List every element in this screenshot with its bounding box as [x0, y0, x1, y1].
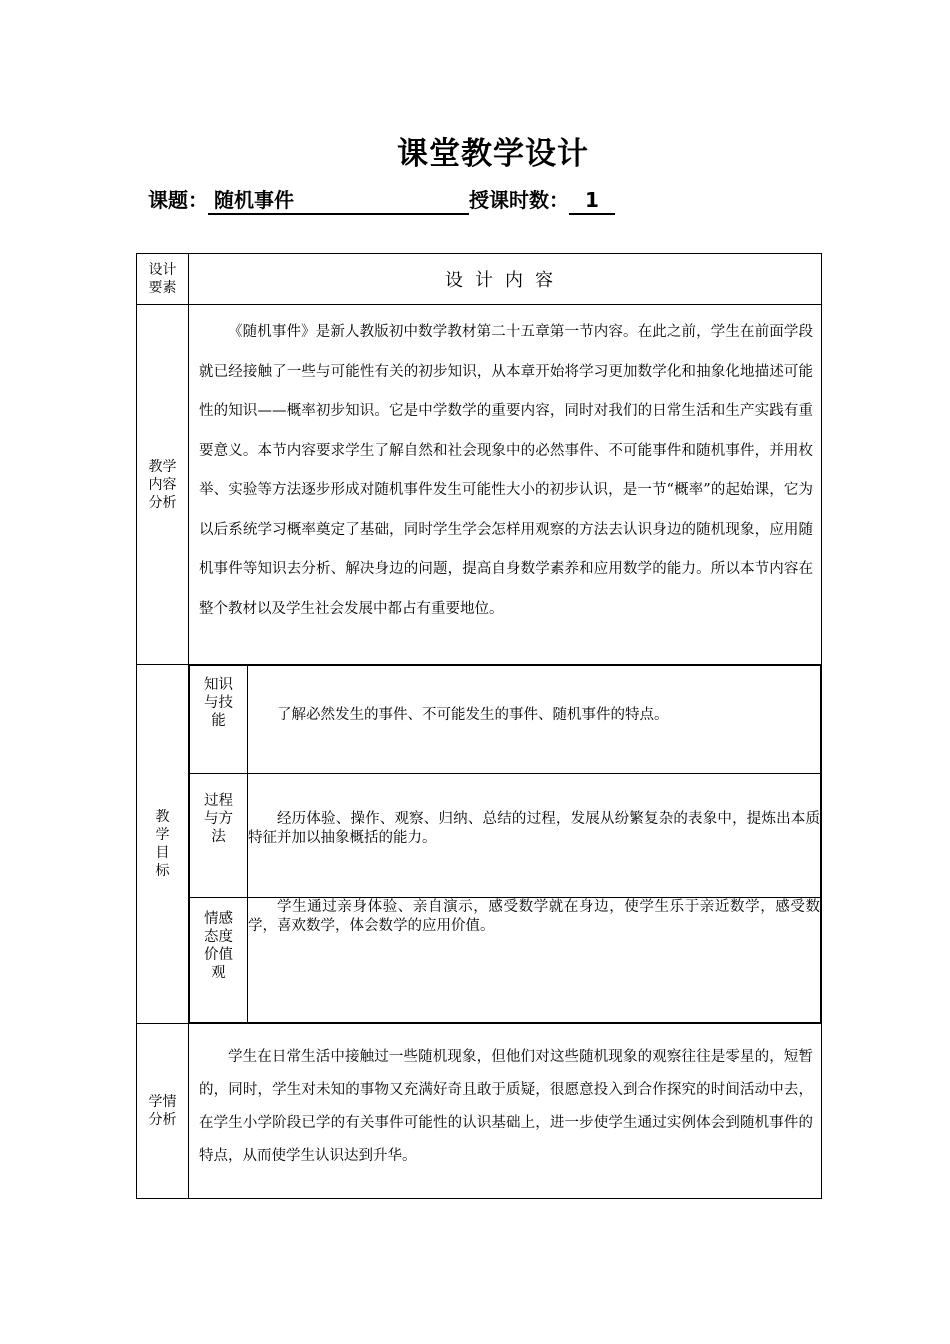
content-analysis-label-cell	[137, 305, 189, 665]
header-label-cell	[137, 254, 189, 305]
content-analysis-label: 教学内容分析	[148, 458, 177, 511]
student-analysis-row	[137, 1024, 822, 1199]
goals-row	[137, 665, 822, 1024]
goal-label-knowledge: 知识与技能	[204, 677, 233, 729]
header-content: 设计内容	[189, 254, 822, 305]
goals-label-cell	[137, 665, 189, 1024]
goal-text-knowledge: 了解必然发生的事件、不可能发生的事件、随机事件的特点。	[248, 666, 821, 774]
goal-row	[190, 666, 821, 774]
goals-cell	[189, 665, 822, 1024]
goal-label-attitude: 情感态度价值观	[204, 911, 233, 981]
goal-label-cell	[190, 774, 248, 898]
student-analysis-label: 学情分析	[148, 1094, 177, 1128]
hours-label: 授课时数：	[469, 188, 569, 212]
student-analysis-label-cell	[137, 1024, 189, 1199]
hours-value: 1	[569, 187, 615, 215]
goal-label-process: 过程与方法	[204, 793, 233, 845]
content-analysis-cell	[189, 305, 822, 665]
header-label: 设计要素	[148, 262, 177, 296]
content-analysis-row	[137, 305, 822, 665]
goal-text-attitude: 学生通过亲身体验、亲自演示，感受数学就在身边，使学生乐于亲近数学，感受数学，喜欢数学，体会数学的应用价值。	[248, 898, 821, 1023]
page-title: 课堂教学设计	[397, 136, 589, 172]
topic-label: 课题：	[148, 188, 208, 212]
goals-subtable	[189, 665, 821, 1023]
header-row	[137, 254, 822, 305]
goal-label-cell	[190, 666, 248, 774]
content-analysis-text: 《随机事件》是新人教版初中数学教材第二十五章第一节内容。在此之前，学生在前面学段就已经接触了一些与可能性有关的初步知识，从本章开始将学习更加数学化和抽象化地描述可能性的知识——概率初步知识。它是中学数学的重要内容，同时对我们的日常生活和生产实践有重要意义。本节内容要求学生了解自然和社会现象中的必然事件、不可能事件和随机事件，并用枚举、实验等方法逐步形成对随机事件发生可能性大小的初步认识，是一节“概率”的起始课，它为以后系统学习概率奠定了基础，同时学生学会怎样用观察的方法去认识身边的随机现象，应用随机事件等知识去分析、解决身边的问题，提高自身数学素养和应用数学的能力。所以本节内容在整个教材以及学生社会发展中都占有重要地位。	[199, 324, 813, 617]
subject-line	[148, 184, 615, 215]
goal-row	[190, 898, 821, 1023]
student-analysis-cell	[189, 1024, 822, 1199]
goal-text-process: 经历体验、操作、观察、归纳、总结的过程，发展从纷繁复杂的表象中，提炼出本质特征并加以抽象概括的能力。	[248, 774, 821, 898]
student-analysis-text: 学生在日常生活中接触过一些随机现象，但他们对这些随机现象的观察往往是零星的，短暂的，同时，学生对未知的事物又充满好奇且敢于质疑，很愿意投入到合作探究的时间活动中去，在学生小学阶段已学的有关事件可能性的认识基础上，进一步使学生通过实例体会到随机事件的特点，从而使学生认识达到升华。	[199, 1049, 813, 1164]
design-table	[136, 253, 822, 1199]
goal-row	[190, 774, 821, 898]
goal-label-cell	[190, 898, 248, 1023]
topic-value: 随机事件	[208, 187, 469, 215]
goals-label: 教学目标	[155, 809, 170, 879]
